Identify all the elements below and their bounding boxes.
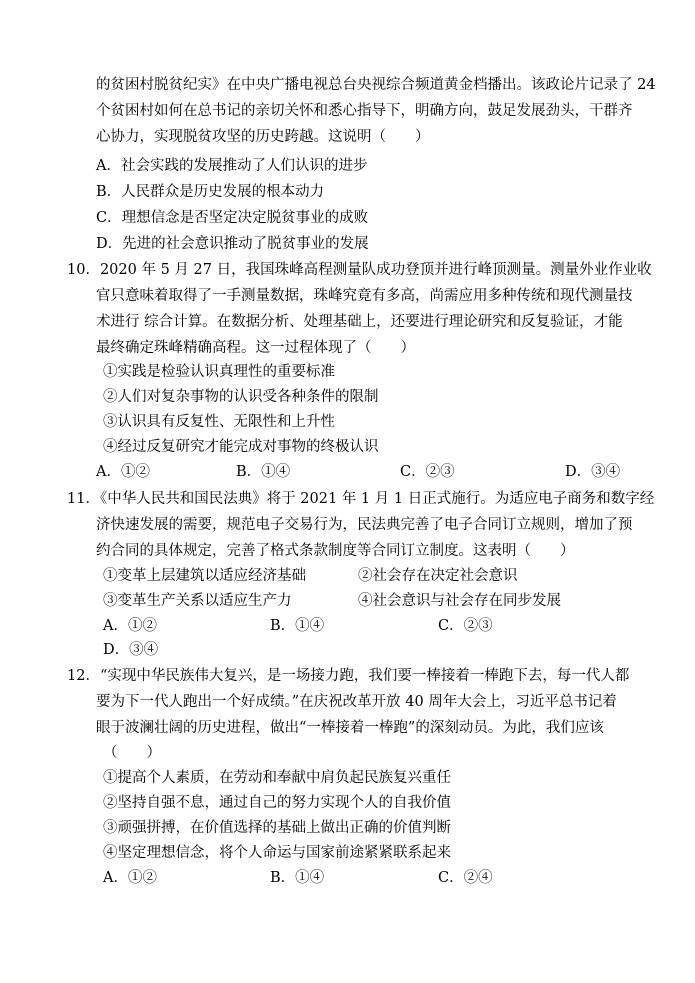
answer-option-d: D．先进的社会意识推动了脱贫事业的发展 bbox=[96, 236, 369, 252]
question-10-text-line: 术进行 综合计算。在数据分析、处理基础上，还要进行理论研究和反复验证，才能 bbox=[96, 314, 623, 330]
statement-1: ①变革上层建筑以适应经济基础 bbox=[103, 568, 306, 584]
statement-4: ④经过反复研究才能完成对事物的终极认识 bbox=[103, 439, 379, 455]
answer-option-c: C．理想信念是否坚定决定脱贫事业的成败 bbox=[96, 210, 369, 226]
statement-4: ④坚定理想信念，将个人命运与国家前途紧紧联系起来 bbox=[103, 845, 451, 861]
question-12-text-line: 眼于波澜壮阔的历史进程，做出“一棒接着一棒跑”的深刻动员。为此，我们应该 bbox=[96, 720, 604, 736]
statement-2: ②人们对复杂事物的认识受各种条件的限制 bbox=[103, 389, 379, 405]
question-10-text-line: 最终确定珠峰精确高程。这一过程体现了（ ） bbox=[96, 340, 415, 356]
answer-option-b: B．①④ bbox=[236, 464, 291, 480]
statement-2: ②坚持自强不息，通过自己的努力实现个人的自我价值 bbox=[103, 795, 451, 811]
question-11-text-line: 济快速发展的需要，规范电子交易行为，民法典完善了电子合同订立规则，增加了预 bbox=[96, 517, 633, 533]
statement-3: ③认识具有反复性、无限性和上升性 bbox=[103, 414, 335, 430]
answer-option-a: A．①② bbox=[103, 870, 157, 886]
answer-option-a: A．①② bbox=[103, 618, 157, 634]
question-11-text-line: 约合同的具体规定，完善了格式条款制度等合同订立制度。这表明（ ） bbox=[96, 543, 575, 559]
statement-3: ③变革生产关系以适应生产力 bbox=[103, 593, 292, 609]
answer-option-c: C．②④ bbox=[438, 870, 493, 886]
answer-option-a: A．社会实践的发展推动了人们认识的进步 bbox=[96, 158, 368, 174]
answer-option-b: B．①④ bbox=[270, 870, 325, 886]
question-10-text-line: 10．2020 年 5 月 27 日，我国珠峰高程测量队成功登顶并进行峰顶测量。测量外业作业收 bbox=[67, 262, 652, 278]
answer-option-b: B．人民群众是历史发展的根本动力 bbox=[96, 184, 325, 200]
question-12-text-line: 要为下一代人跑出一个好成绩。”在庆祝改革开放 40 周年大会上，习近平总书记着 bbox=[96, 694, 617, 710]
statement-2: ②社会存在决定社会意识 bbox=[358, 568, 518, 584]
statement-1: ①实践是检验认识真理性的重要标准 bbox=[103, 364, 335, 380]
answer-option-d: D．③④ bbox=[103, 642, 159, 658]
statement-4: ④社会意识与社会存在同步发展 bbox=[358, 593, 561, 609]
answer-option-c: C．②③ bbox=[438, 618, 493, 634]
question-12-text-line: （ ） bbox=[103, 745, 161, 761]
answer-option-b: B．①④ bbox=[270, 618, 325, 634]
question-text-line: 的贫困村脱贫纪实》在中央广播电视总台央视综合频道黄金档播出。该政论片记录了 24 bbox=[96, 77, 656, 93]
statement-3: ③顽强拼搏，在价值选择的基础上做出正确的价值判断 bbox=[103, 820, 451, 836]
statement-1: ①提高个人素质，在劳动和奉献中肩负起民族复兴重任 bbox=[103, 770, 451, 786]
answer-option-d: D．③④ bbox=[565, 464, 621, 480]
question-10-text-line: 官只意味着取得了一手测量数据，珠峰究竟有多高，尚需应用多种传统和现代测量技 bbox=[96, 288, 633, 304]
answer-option-a: A．①② bbox=[96, 464, 150, 480]
question-12-text-line: 12．“实现中华民族伟大复兴，是一场接力跑，我们要一棒接着一棒跑下去，每一代人都 bbox=[67, 668, 630, 684]
answer-option-c: C．②③ bbox=[400, 464, 455, 480]
question-text-line: 心协力，实现脱贫攻坚的历史跨越。这说明（ ） bbox=[96, 129, 430, 145]
question-text-line: 个贫困村如何在总书记的亲切关怀和悉心指导下，明确方向，鼓足发展劲头，干群齐 bbox=[96, 103, 633, 119]
question-11-text-line: 11．《中华人民共和国民法典》将于 2021 年 1 月 1 日正式施行。为适应电子商务和数字经 bbox=[67, 491, 655, 507]
